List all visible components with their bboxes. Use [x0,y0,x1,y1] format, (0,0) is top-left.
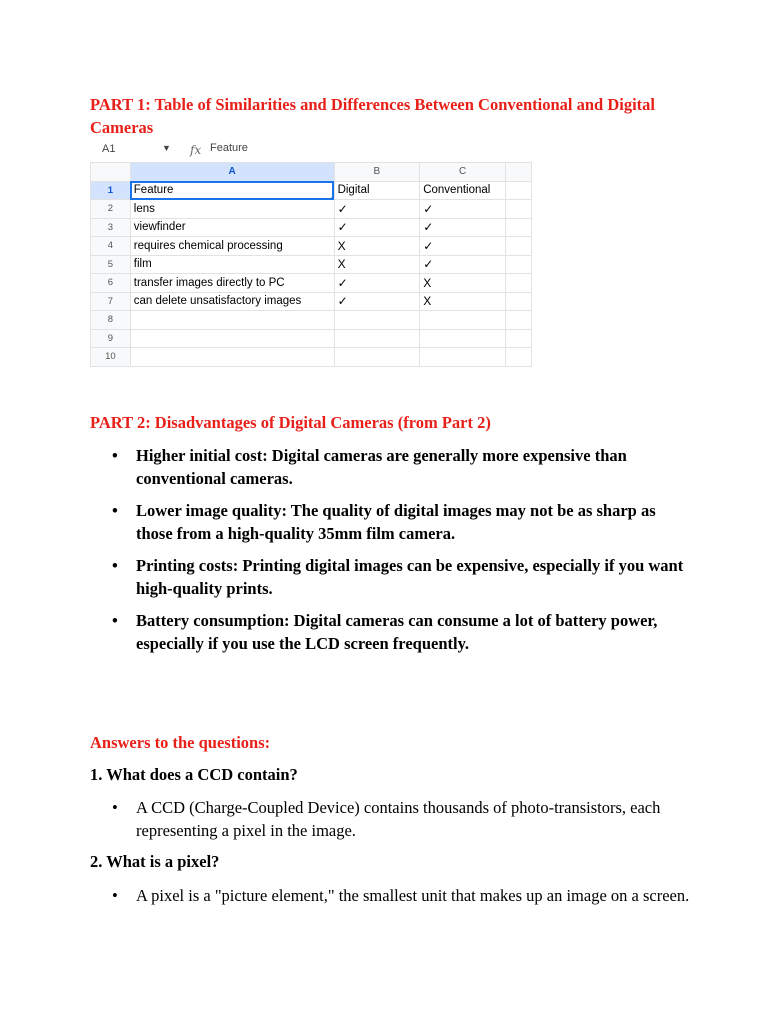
table-cell-feature [130,329,334,348]
part1-heading: PART 1: Table of Similarities and Differences Between Conventional and Digital Cameras [90,95,656,137]
table-cell-digital: ✓ [334,200,420,219]
table-cell-digital [334,311,420,330]
answers-heading: Answers to the questions: [90,733,271,752]
row-header: 1 [91,181,131,200]
table-cell-feature [130,311,334,330]
table-cell-conventional [420,348,506,367]
table-cell-empty [506,329,532,348]
table-cell-digital [334,348,420,367]
list-item: • A pixel is a "picture element," the smallest unit that makes up an image on a screen. [112,884,692,907]
table-row [91,311,532,330]
column-header-d [506,163,532,182]
row-header: 5 [91,255,131,274]
table-cell-feature: transfer images directly to PC [130,274,334,293]
table-cell-empty [506,237,532,256]
table-row [91,348,532,367]
row-header: 10 [91,348,131,367]
table-cell-digital: X [334,255,420,274]
column-header-b: B [334,163,420,182]
table-row [91,181,532,200]
caret-down-icon: ▼ [162,143,171,153]
row-header: 3 [91,218,131,237]
table-cell-empty [506,274,532,293]
table-cell-empty [506,311,532,330]
table-cell-feature: can delete unsatisfactory images [130,292,334,311]
question-1: 1. What does a CCD contain? [90,765,298,784]
table-row [91,237,532,256]
list-item: • Battery consumption: Digital cameras can consume a lot of battery power, especially if you use the LCD screen frequently. [112,609,692,655]
table-row [91,274,532,293]
table-cell-feature [130,348,334,367]
table-row [91,292,532,311]
table-cell-digital: ✓ [334,274,420,293]
table-row [91,255,532,274]
table-cell-empty [506,255,532,274]
table-row [91,329,532,348]
row-header: 9 [91,329,131,348]
table-cell-conventional: ✓ [420,255,506,274]
sheet-grid [90,162,532,367]
table-cell-conventional: Conventional [420,181,506,200]
table-cell-feature: film [130,255,334,274]
table-cell-empty [506,181,532,200]
formula-value: Feature [210,142,248,154]
corner-cell [91,163,131,182]
table-cell-conventional: X [420,292,506,311]
table-cell-feature: viewfinder [130,218,334,237]
table-cell-empty [506,218,532,237]
answer-2-list [112,884,692,907]
row-header: 2 [91,200,131,219]
spreadsheet-screenshot [90,140,532,372]
table-cell-feature [130,181,334,200]
cell-text: Feature [133,184,174,197]
column-header-c: C [420,163,506,182]
fill-handle [331,196,335,200]
table-cell-conventional: X [420,274,506,293]
row-header: 7 [91,292,131,311]
question-2: 2. What is a pixel? [90,852,220,871]
formula-bar [90,140,532,162]
part2-heading: PART 2: Disadvantages of Digital Cameras (from Part 2) [90,413,491,432]
table-cell-digital: Digital [334,181,420,200]
list-item: • Printing costs: Printing digital images can be expensive, especially if you want high-quality prints. [112,554,692,600]
table-cell-digital [334,329,420,348]
row-header: 8 [91,311,131,330]
row-header: 4 [91,237,131,256]
table-cell-feature: requires chemical processing [130,237,334,256]
list-item: • Higher initial cost: Digital cameras are generally more expensive than conventional cameras. [112,444,692,490]
table-cell-conventional [420,311,506,330]
fx-icon: fx [190,143,202,157]
table-cell-digital: ✓ [334,218,420,237]
list-item: • A CCD (Charge-Coupled Device) contains thousands of photo-transistors, each representing a pixel in the image. [112,796,692,842]
disadvantages-list [112,444,692,664]
table-cell-conventional: ✓ [420,200,506,219]
column-header-a: A [130,163,334,182]
row-header: 6 [91,274,131,293]
table-cell-digital: X [334,237,420,256]
table-row [91,218,532,237]
table-cell-empty [506,348,532,367]
list-item: • Lower image quality: The quality of digital images may not be as sharp as those from a high-quality 35mm film camera. [112,499,692,545]
answer-1-list [112,796,692,842]
table-cell-conventional: ✓ [420,237,506,256]
table-cell-feature: lens [130,200,334,219]
table-cell-conventional [420,329,506,348]
table-row [91,200,532,219]
table-cell-empty [506,292,532,311]
table-cell-conventional: ✓ [420,218,506,237]
table-cell-digital: ✓ [334,292,420,311]
name-box: A1 [102,143,116,155]
table-cell-empty [506,200,532,219]
